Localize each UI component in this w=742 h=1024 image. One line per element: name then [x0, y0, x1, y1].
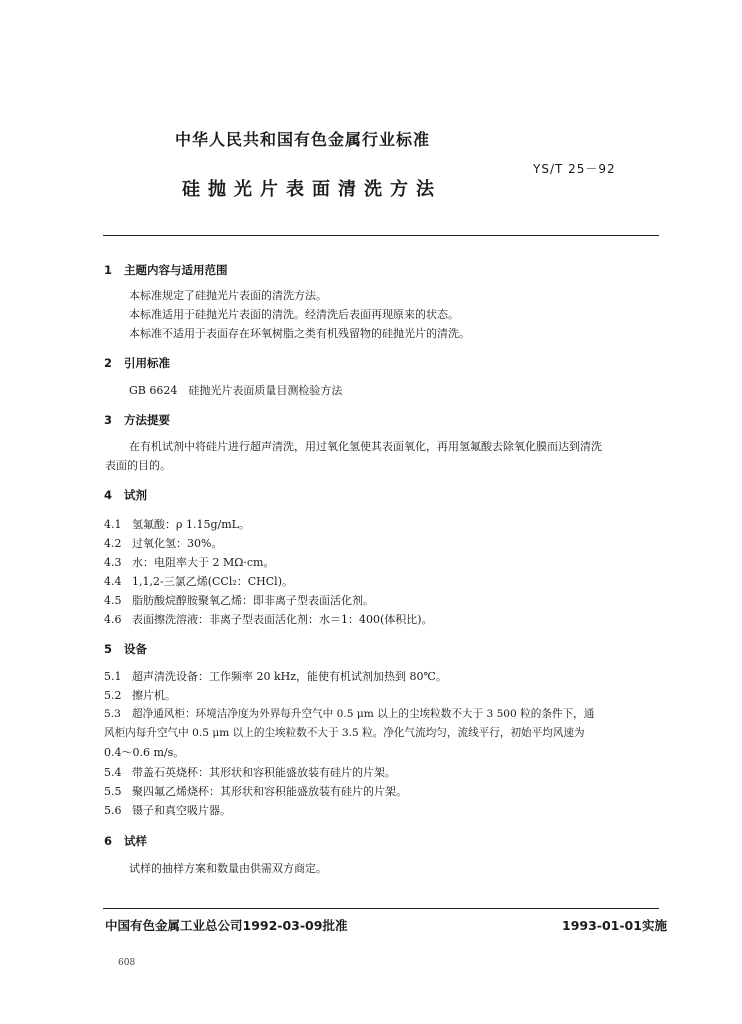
item-text: 带盖石英烧杯：其形状和容积能盛放装有硅片的片架。 — [132, 766, 396, 779]
item-text: 过氧化氢：30%。 — [132, 537, 223, 550]
section-4-heading — [104, 487, 147, 503]
header-org-line: 中华人民共和国有色金属行业标准 — [175, 130, 431, 149]
section-1-heading — [104, 262, 228, 278]
list-item — [104, 592, 374, 608]
list-item — [104, 554, 274, 570]
footer-rule — [103, 908, 659, 909]
paragraph-line: 试样的抽样方案和数量由供需双方商定。 — [129, 862, 327, 875]
paragraph-line: 本标准不适用于表面存在环氧树脂之类有机残留物的硅抛光片的清洗。 — [129, 327, 470, 340]
item-text: 1,1,2-三氯乙烯(CCl₂：CHCl)。 — [132, 575, 293, 588]
item-text: 水：电阻率大于 2 MΩ·cm。 — [132, 556, 275, 569]
item-number: 5.6 — [104, 804, 122, 817]
list-item — [104, 535, 222, 551]
section-number: 6 — [104, 834, 113, 848]
section-number: 2 — [104, 356, 113, 370]
list-item — [104, 764, 396, 780]
list-item — [104, 802, 231, 818]
section-number: 1 — [104, 263, 113, 277]
section-number: 5 — [104, 642, 113, 656]
item-number: 5.3 — [104, 708, 121, 720]
list-item — [104, 516, 250, 532]
approval-line: 中国有色金属工业总公司1992-03-09批准 — [105, 918, 348, 933]
section-5-heading — [104, 641, 147, 657]
section-title: 试样 — [124, 834, 147, 848]
referenced-standard: GB 6624 硅抛光片表面质量目测检验方法 — [129, 384, 343, 397]
section-2-heading — [104, 355, 170, 371]
item-text: 超净通风柜：环境洁净度为外界每升空气中 0.5 μm 以上的尘埃粒数不大于 3 500 粒的条件下，通 — [132, 708, 595, 720]
section-number: 4 — [104, 488, 113, 502]
item-number: 5.1 — [104, 670, 122, 683]
item-number: 4.4 — [104, 575, 122, 588]
list-item — [104, 611, 433, 627]
list-item — [104, 573, 293, 589]
item-text: 脂肪酸烷醇胺聚氧乙烯：即非离子型表面活化剂。 — [132, 594, 374, 607]
paragraph-line: 本标准规定了硅抛光片表面的清洗方法。 — [129, 289, 327, 302]
item-number: 4.2 — [104, 537, 122, 550]
section-3-heading — [104, 412, 170, 428]
section-number: 3 — [104, 413, 113, 427]
item-text: 0.4～0.6 m/s。 — [104, 746, 185, 759]
item-text: 超声清洗设备：工作频率 20 kHz，能使有机试剂加热到 80℃。 — [132, 670, 447, 683]
item-number: 5.5 — [104, 785, 122, 798]
document-title: 硅抛光片表面清洗方法 — [182, 179, 442, 200]
list-item — [104, 668, 447, 684]
item-text: 氢氟酸：ρ 1.15g/mL。 — [132, 518, 250, 531]
list-item — [104, 706, 594, 721]
item-text: 镊子和真空吸片器。 — [132, 804, 231, 817]
item-text: 表面擦洗溶液：非离子型表面活化剂：水＝1：400(体积比)。 — [132, 613, 433, 626]
list-item — [104, 687, 176, 703]
section-title: 主题内容与适用范围 — [124, 263, 228, 277]
item-number: 4.3 — [104, 556, 122, 569]
item-number: 5.4 — [104, 766, 122, 779]
standard-number: YS/T 25－92 — [533, 162, 616, 176]
section-title: 试剂 — [124, 488, 147, 502]
paragraph-line: 在有机试剂中将硅片进行超声清洗，用过氧化氢使其表面氧化，再用氢氟酸去除氧化膜而达到清洗 — [129, 440, 602, 453]
section-6-heading — [104, 833, 147, 849]
continuation-line — [104, 744, 184, 760]
header-rule — [103, 235, 659, 236]
item-text: 聚四氟乙烯烧杯：其形状和容积能盛放装有硅片的片架。 — [132, 785, 407, 798]
item-number: 4.1 — [104, 518, 122, 531]
section-title: 引用标准 — [124, 356, 170, 370]
section-title: 方法提要 — [124, 413, 170, 427]
item-number: 5.2 — [104, 689, 122, 702]
implementation-date: 1993-01-01实施 — [562, 918, 667, 933]
paragraph-line: 表面的目的。 — [105, 459, 171, 472]
item-number: 4.6 — [104, 613, 122, 626]
continuation-line — [104, 725, 585, 740]
section-title: 设备 — [124, 642, 147, 656]
list-item — [104, 783, 407, 799]
item-number: 4.5 — [104, 594, 122, 607]
item-text: 风柜内每升空气中 0.5 μm 以上的尘埃粒数不大于 3.5 粒。净化气流均匀，流线平行，初始平均风速为 — [104, 727, 585, 739]
page-number: 608 — [118, 958, 136, 968]
paragraph-line: 本标准适用于硅抛光片表面的清洗。经清洗后表面再现原来的状态。 — [129, 308, 459, 321]
item-text: 擦片机。 — [132, 689, 176, 702]
